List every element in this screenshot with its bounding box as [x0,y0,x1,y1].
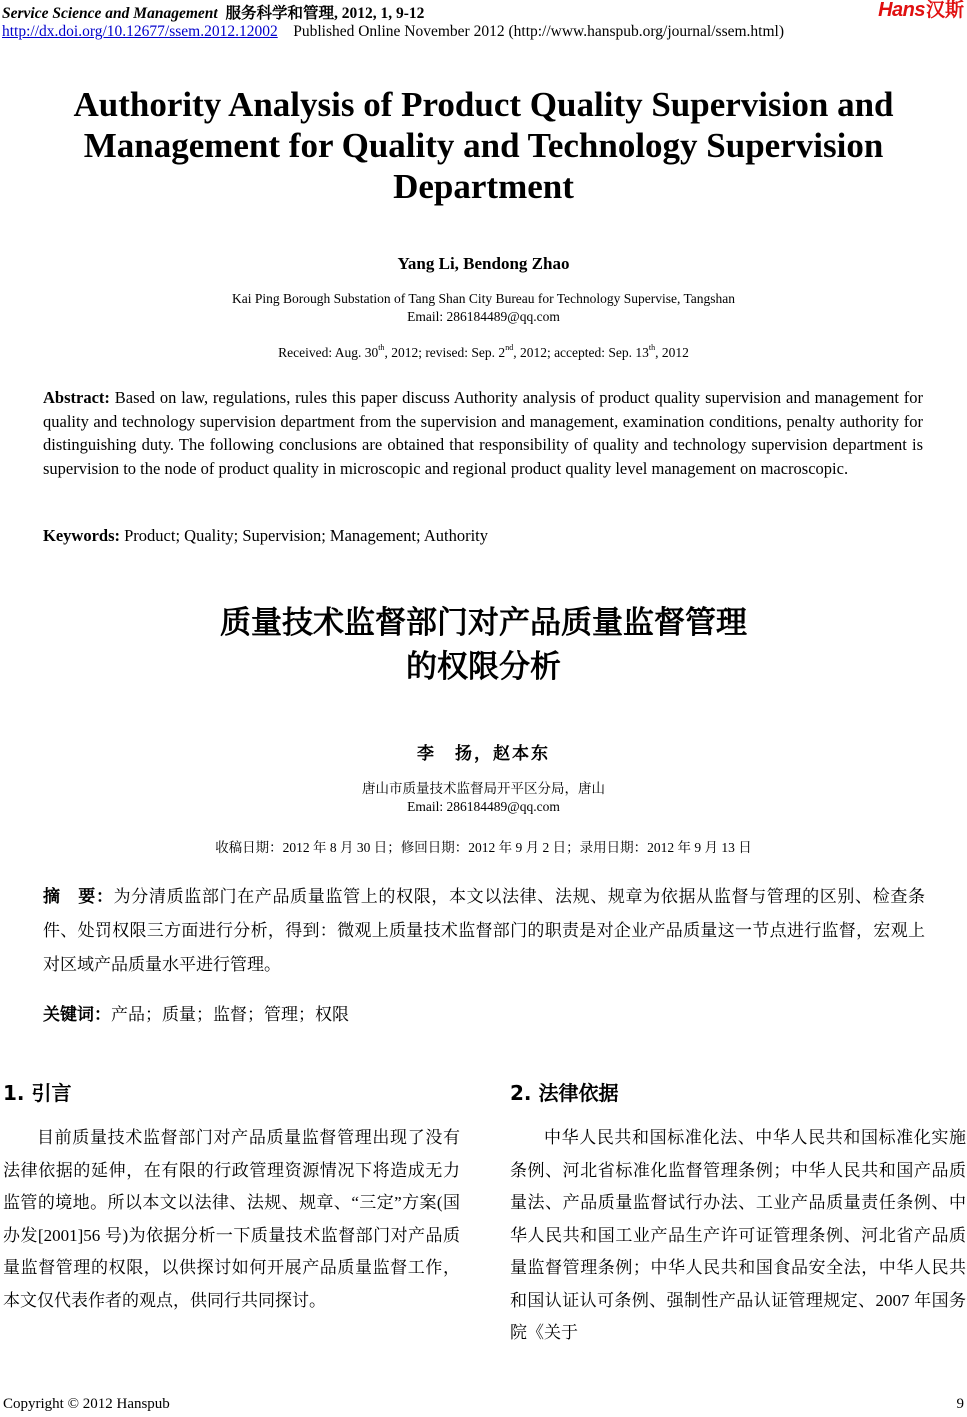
received-date: Received: Aug. 30 [278,345,379,360]
published-note: Published Online November 2012 (http://www.hanspub.org/journal/ssem.html) [293,23,785,40]
abstract-label-en: Abstract: [43,388,110,407]
keywords-label-en: Keywords: [43,526,120,545]
revised-sup: nd [505,343,514,352]
email-cn: Email: 286184489@qq.com [407,799,560,814]
authors-cn: 李 扬，赵本东 [417,744,550,763]
accepted-year: , 2012 [655,345,689,360]
abstract-text-cn: 为分清质监部门在产品质量监管上的权限，本文以法律、法规、规章为依据从监督与管理的区别、检查条件、处罚权限三方面进行分析，得到：微观上质量技术监督部门的职责是对企业产品质量这一节点进行监督，宏观上对区域产品质量水平进行管理。 [43,887,926,974]
paper-title-cn [0,601,967,689]
section-1-paragraph: 目前质量技术监督部门对产品质量监督管理出现了没有法律依据的延伸，在有限的行政管理资源情况下将造成无力监管的境地。所以本文以法律、法规、规章、“三定”方案(国办发[2001]56 号)为依据分析一下质量技术监督部门对产品质量监督管理的权限，以供探讨如何开展产品质量监督工作，本文仅代表作者的观点，供同行共同探讨。 [3,1128,460,1310]
affiliation-cn: 唐山市质量技术监督局开平区分局，唐山 [362,781,605,796]
title-cn-line2: 的权限分析 [406,649,561,685]
revised-date: , 2012; revised: Sep. 2 [384,345,506,360]
keywords-text-en: Product; Quality; Supervision; Management; Authority [124,526,489,545]
journal-header [2,1,424,23]
abstract-cn [43,880,925,982]
affiliation-cn-block [0,780,967,816]
publication-line [2,23,784,41]
abstract-label-cn: 摘 要： [43,887,114,907]
logo-text-cn: 汉斯 [925,0,964,21]
section-2-body [510,1122,966,1350]
affiliation-en-block [0,290,967,326]
keywords-cn [43,1000,349,1025]
title-cn-line1: 质量技术监督部门对产品质量监督管理 [220,605,747,641]
dates-en [0,345,967,361]
keywords-text-cn: 产品；质量；监督；管理；权限 [111,1005,349,1024]
page-number: 9 [956,1396,964,1412]
logo-text-en: Hans [878,0,925,21]
authors-en: Yang Li, Bendong Zhao [397,254,570,273]
paper-title-en: Authority Analysis of Product Quality Supervision and Management for Quality and Technology Supervision Department [73,85,894,206]
abstract-text-en: Based on law, regulations, rules this paper discuss Authority analysis of product quality supervision and management for quality and technology supervision department from the supervision and management, examination conditions, penalty authority for distinguishing duty. The following conclusions are obtained that responsibility of quality and technology supervision department is supervision to the node of product quality in microscopic and regional product quality level management on macroscopic. [43,388,923,478]
section-1-body [3,1122,460,1317]
journal-name: Service Science and Management [2,5,218,22]
received-sup: th [378,343,385,352]
doi-link[interactable]: http://dx.doi.org/10.12677/ssem.2012.12002 [2,23,278,40]
email-en: Email: 286184489@qq.com [407,309,560,324]
section-2-heading: 2. 法律依据 [510,1081,619,1105]
accepted-date: , 2012; accepted: Sep. 13 [513,345,649,360]
keywords-label-cn: 关键词： [43,1005,111,1025]
accepted-sup: th [648,343,656,352]
section-2-paragraph: 中华人民共和国标准化法、中华人民共和国标准化实施条例、河北省标准化监督管理条例；中华人民共和国产品质量法、产品质量监督试行办法、工业产品质量责任条例、中华人民共和国工业产品生产许可证管理条例、河北省产品质量监督管理条例；中华人民共和国食品安全法，中华人民共和国认证认可条例、强制性产品认证管理规定、2007 年国务院《关于 [510,1128,966,1342]
journal-issue: 服务科学和管理, 2012, 1, 9-12 [225,5,425,22]
affiliation-en: Kai Ping Borough Substation of Tang Shan City Bureau for Technology Supervise, Tangshan [232,291,735,306]
hans-logo [878,0,964,21]
copyright: Copyright © 2012 Hanspub [3,1396,170,1412]
abstract-en [43,386,923,480]
keywords-en [43,526,488,546]
section-1-heading: 1. 引言 [3,1081,72,1105]
dates-cn: 收稿日期：2012 年 8 月 30 日；修回日期：2012 年 9 月 2 日；录用日期：2012 年 9 月 13 日 [215,840,752,855]
